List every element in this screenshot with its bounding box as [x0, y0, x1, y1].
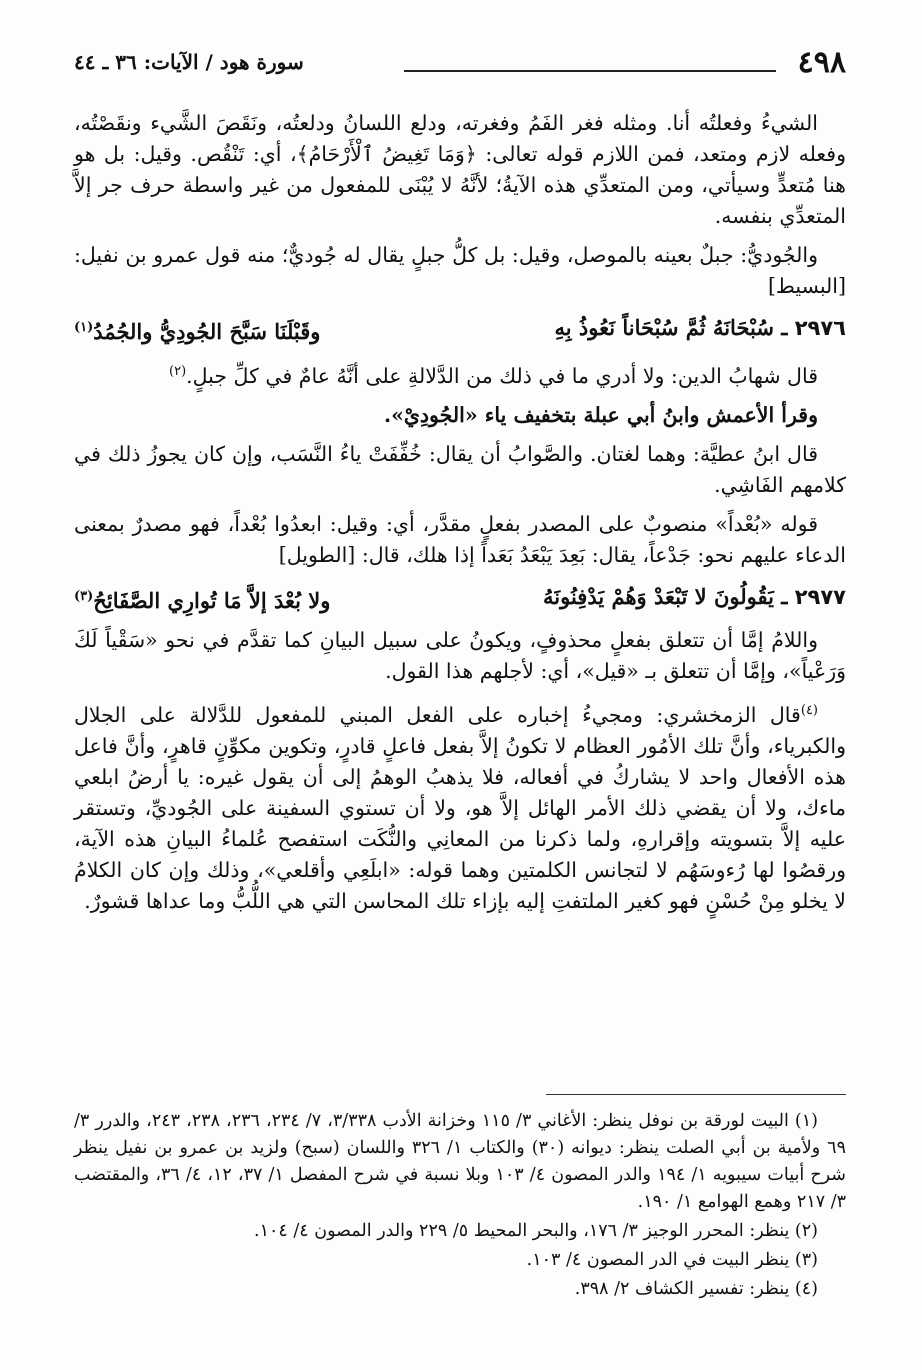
paragraph-text: قال الزمخشري: ومجيءُ إخباره على الفعل المبني للمفعول للدَّلالة على الجلال والكبرياء، وأنَّ تلك الأمُور العظام لا تكونُ إلاَّ بفعل فاعلٍ قادرٍ، وتكوين مكوِّنٍ قاهرٍ، وأنَّ فاعل هذه الأفعال واحد لا يشاركُ في أفعاله، فلا يذهبُ الوهمُ إلى أن يقول غيره: يا أرضُ ابلعي ماءك، ولا أن يقضي ذلك الأمر الهائل إلاَّ هو، ولا أن تستوي السفينة على الجُوديِّ، وتستقر عليه إلاَّ بتسويته وإقرارهِ، ولما ذكرنا من المعانِي والنُّكَت استفصح عُلماءُ البيانِ هذه الآية، ورقصُوا لها رُءوسَهُم لا لتجانس الكلمتين وهما قوله: «ابلَعِي وأقلعي»، وذلك وإن كان الكلامُ لا يخلو مِنْ حُسْنٍ فهو كغير الملتفتِ إليه بإزاء تلك المحاسن التي هي اللُّبُّ وما عداها قشورٌ.	[74, 702, 846, 913]
paragraph-text: قال شهابُ الدين: ولا أدري ما في ذلك من الدَّلالةِ على أنَّهُ عامٌ في كلِّ جبلٍ.	[186, 363, 818, 388]
paragraph	[74, 695, 846, 917]
verse-text: ولا بُعْدَ إلاَّ مَا تُوارِي الصَّفَائِحُ	[93, 587, 331, 613]
poem-verse	[74, 310, 846, 350]
verse-text: وقَبْلَنَا سَبَّحَ الجُودِيُّ والجُمُدُ	[93, 319, 321, 344]
paragraph: واللامُ إمَّا أن تتعلق بفعلٍ محذوفٍ، ويكونُ على سبيل البيانِ كما تقدَّم في نحو «سَقْياً لَكَ وَرَعْياً»، وإمَّا أن تتعلق بـ «قيل»، أي: لأجلهم هذا القول.	[74, 627, 846, 683]
paragraph: والجُوديُّ: جبلٌ بعينه بالموصل، وقيل: بل كلُّ جبلٍ يقال له جُوديٌّ؛ منه قول عمرو بن نفيل: [البسيط]	[74, 243, 846, 298]
footnote: (٤) ينظر: تفسير الكشاف ٢/ ٣٩٨.	[574, 1279, 818, 1299]
paragraph: قال ابنُ عطيَّة: وهما لغتان. والصَّوابُ أن يقال: خُفِّفَتْ ياءُ النَّسَب، وإن كان يجوزُ ذلك في كلامهم الفَاشِي.	[74, 441, 846, 497]
verse-first-hemistich	[543, 579, 846, 619]
page-header	[74, 46, 846, 90]
footnote-marker[interactable]: (٤)	[800, 702, 818, 718]
main-text	[74, 108, 846, 925]
page-number: ٤٩٨	[797, 45, 846, 80]
verse-number: ٢٩٧٦	[794, 316, 846, 340]
paragraph-bold: وقرأ الأعمش وابنُ أبي عبلة بتخفيف ياء «الجُودِيْ».	[383, 402, 818, 427]
footnote-marker[interactable]: (٣)	[74, 588, 94, 604]
paragraph: الشيءُ وفعلتُه أنا. ومثله فغر الفَمُ وفغرته، ودلع اللسانُ ودلعتُه، ونَقَصَ الشَّيء ونقَصْتُه، وفعله لازم ومتعد، فمن اللازم قوله تعالى: ﴿وَمَا تَغِيضُ ٱلْأَرْحَامُ﴾، أي: تَنْقُص. وقيل: بل هو هنا مُتعدٍّ وسيأتي، ومن المتعدِّي هذه الآيةُ؛ لأنَّهُ لا يُبْنَى للمفعول من غير واسطة حرف جر إلاَّ المتعدِّي بنفسه.	[74, 111, 846, 228]
verse-number: ٢٩٧٧	[794, 584, 846, 609]
footnotes	[74, 1108, 846, 1305]
footnote: (٢) ينظر: المحرر الوجيز ٣/ ١٧٦، والبحر المحيط ٥/ ٢٢٩ والدر المصون ٤/ ١٠٤.	[254, 1221, 818, 1241]
verse-text: ـ سُبْحَانَهُ ثُمَّ سُبْحَاناً نَعُوذُ بِهِ	[554, 315, 788, 340]
running-title: سورة هود / الآيات: ٣٦ ـ ٤٤	[74, 50, 304, 74]
footnote-marker[interactable]: (١)	[74, 320, 94, 335]
verse-text: ـ يَقُولُونَ لا تَبْعَدْ وَهُمْ يَدْفِنُونَهُ	[543, 583, 788, 609]
verse-first-hemistich	[554, 310, 846, 350]
poem-verse	[74, 579, 846, 619]
footnote: (٣) ينظر البيت في الدر المصون ٤/ ١٠٣.	[526, 1250, 818, 1270]
footnote-separator	[546, 1094, 846, 1095]
header-rule	[404, 70, 776, 72]
paragraph: قوله «بُعْداً» منصوبٌ على المصدر بفعلٍ مقدَّر، أي: وقيل: ابعدُوا بُعْداً، فهو مصدرٌ بمعنى الدعاء عليهم نحو: جَدْعاً، يقال: بَعِدَ يَبْعَدُ بَعَداً إذا هلك، قال: [الطويل]	[74, 511, 846, 567]
paragraph	[74, 356, 846, 392]
footnote: (١) البيت لورقة بن نوفل ينظر: الأغاني ٣/ ١١٥ وخزانة الأدب ٣/٣٣٨، ٧/ ٢٣٤، ٢٣٦، ٢٣٨، ٢٤٣، والدرر ٣/ ٦٩ ولأمية بن أبي الصلت ينظر: ديوانه (٣٠) والكتاب ١/ ٣٢٦ واللسان (سبح) ولزيد بن عمرو بن نفيل ينظر شرح أبيات سيبويه ١/ ١٩٤ والدر المصون ٤/ ١٠٣ وبلا نسبة في شرح المفصل ١/ ٣٧، ١٢، ٤/ ٣٦، والمقتضب ٣/ ٢١٧ وهمع الهوامع ١/ ١٩٠.	[74, 1111, 846, 1212]
verse-second-hemistich	[74, 579, 330, 619]
footnote-marker[interactable]: (٢)	[169, 364, 187, 379]
verse-second-hemistich	[74, 310, 320, 350]
